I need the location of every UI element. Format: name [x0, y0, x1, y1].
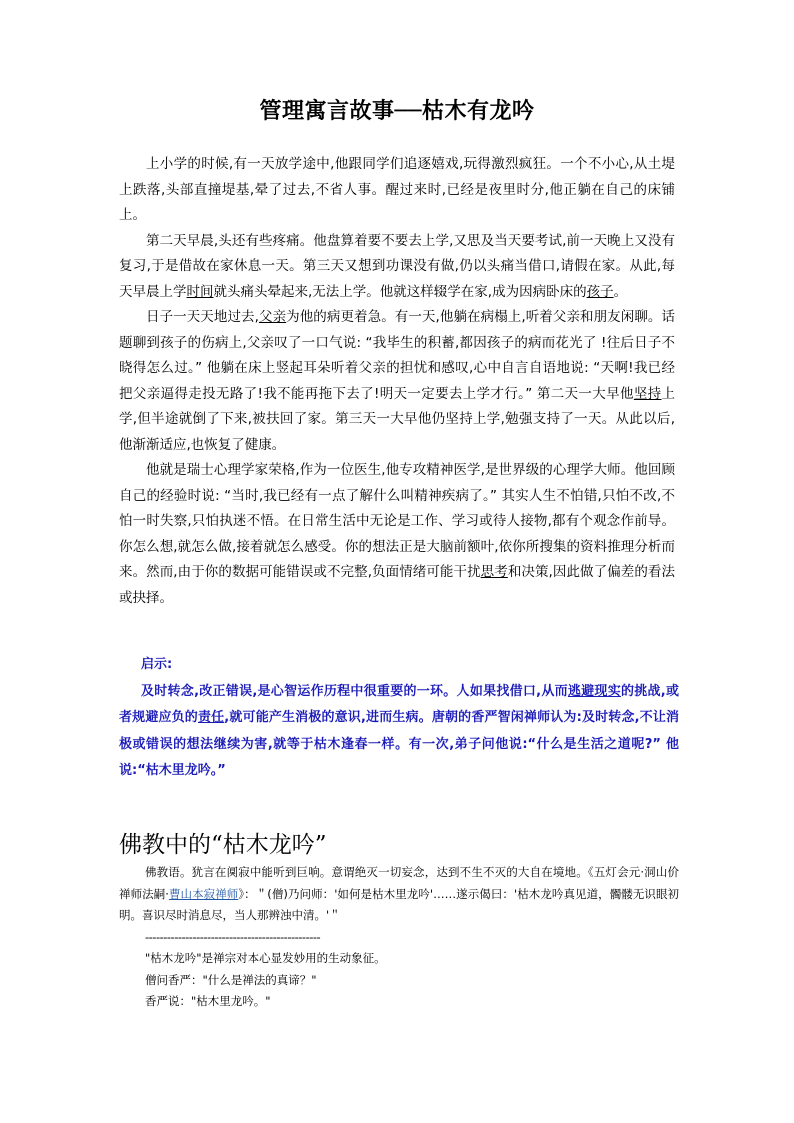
- insight-block: [119, 652, 679, 785]
- underlined-term[interactable]: 孩子: [586, 283, 614, 300]
- insight-link-term[interactable]: 逃避现实: [567, 683, 621, 699]
- text-run: 》：＂(僧)乃问师：'如何是枯木里龙吟'……遂示偈曰：'枯木龙吟真见道，髑髅无识眼初明。喜识尽时消息尽，当人那辨浊中清。'＂: [119, 886, 680, 922]
- page-title: 管理寓言故事──枯木有龙吟: [259, 99, 535, 124]
- section-line: "枯木龙吟"是禅宗对本心显发妙用的生动象征。: [145, 951, 386, 965]
- section-heading: 佛教中的“枯木龙吟”: [119, 832, 327, 858]
- underlined-term[interactable]: 父亲: [258, 309, 287, 325]
- text-run: 及时转念,改正错误,是心智运作历程中很重要的一环。人如果找借口,从而: [141, 683, 568, 699]
- story-paragraph-2: [119, 229, 675, 306]
- text-run: 的挑战,或者规避应负的: [119, 683, 679, 725]
- text-run: 。: [613, 283, 628, 300]
- text-run: ,就可能产生消极的意识,进而生病。唐朝的香严智闲禅师认为:及时转念,不让消极或错误的想法继续为害,就等于枯木逢春一样。有一次,弟子问他说:“什么是生活之道呢?” 他说:“枯木里龙吟。”: [119, 710, 679, 778]
- text-run: 和决策,因此做了偏差的看法或抉择。: [119, 564, 675, 606]
- section-body: [119, 862, 679, 1013]
- underlined-term[interactable]: 思考: [480, 564, 508, 580]
- text-run: 就头痛头晕起来,无法上学。他就这样辍学在家,成为因病卧床的: [213, 283, 587, 300]
- text-run: 第二天早晨,头还有些疼痛。他盘算着要不要去上学,又思及当天要考试,前一天晚上又没有复习,于是借故在家休息一天。第三天又想到功课没有做,仍以头痛当借口,请假在家。从此,每天早晨上学: [119, 232, 675, 300]
- story-paragraph-1: 上小学的时候,有一天放学途中,他跟同学们追逐嬉戏,玩得激烈疯狂。一个不小心,从土堤上跌落,头部直撞堤基,晕了过去,不省人事。醒过来时,已经是夜里时分,他正躺在自己的床铺上。: [119, 156, 675, 223]
- section-line: 香严说："枯木里龙吟。": [145, 994, 271, 1008]
- section-line: 僧问香严："什么是禅法的真谛？": [145, 972, 317, 987]
- text-run: 日子一天天地过去,: [146, 309, 259, 325]
- insight-paragraph: [119, 679, 679, 785]
- story-paragraph-4: [119, 458, 675, 611]
- underlined-term[interactable]: 坚持: [633, 385, 662, 402]
- insight-label: 启示:: [141, 657, 173, 672]
- dashed-divider: ------------------------------------------------: [145, 929, 321, 944]
- text-run: 上学,但半途就倒了下来,被扶回了家。第三天一大早他仍坚持上学,勉强支持了一天。从此以后,他渐渐适应,也恢复了健康。: [119, 385, 676, 453]
- text-run: 佛教语。犹言在阒寂中能听到巨响。意谓绝灭一切妄念，达到不生不灭的大自在境地。《五灯会元·洞山价禅师法嗣·: [119, 865, 679, 901]
- section-paragraph: [119, 862, 679, 927]
- text-run: 他就是瑞士心理学家荣格,作为一位医生,他专攻精神医学,是世界级的心理学大师。他回顾自己的经验时说: “当时,我已经有一点了解什么叫精神疾病了。” 其实人生不怕错,只怕不改,不怕一时失察,只怕执迷不悟。在日常生活中无论是工作、学习或待人接物,都有个观念作前导。你怎么想,就怎么做,接着就怎么感受。你的想法正是大脑前额叶,依你所搜集的资料推理分析而来。然而,由于你的数据可能错误或不完整,负面情绪可能干扰: [119, 462, 675, 580]
- story-body: [119, 152, 675, 611]
- text-run: 为他的病更着急。有一天,他躺在病榻上,听着父亲和朋友闲聊。话题聊到孩子的伤病上,父亲叹了一口气说: “我毕生的积蓄,都因孩子的病而花光了 !往后日子不晓得怎么过。” 他躺在床上竖起耳朵听着父亲的担忧和感叹,心中自言自语地说: “天啊!我已经把父亲逼得走投无路了!我不能再拖下去了!明天一定要去上学才行。” 第二天一大早他: [119, 309, 675, 402]
- insight-link-term[interactable]: 责任: [197, 710, 225, 725]
- underlined-term[interactable]: 时间: [186, 283, 214, 300]
- reference-link[interactable]: 曹山本寂禅师: [168, 886, 239, 901]
- story-paragraph-3: [119, 305, 675, 458]
